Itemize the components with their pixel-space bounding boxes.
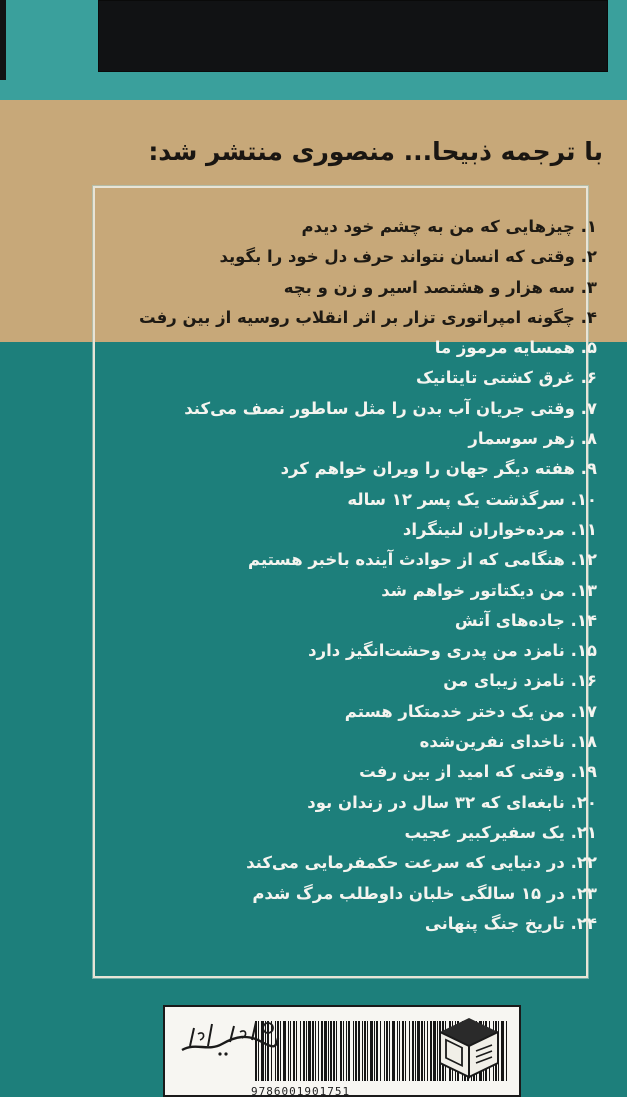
book-item: ۲۱. یک سفیرکبیر عجیب — [404, 822, 597, 842]
barcode-bar — [430, 1021, 432, 1081]
publisher-cube-icon — [436, 1015, 502, 1079]
barcode-bar — [353, 1021, 354, 1081]
book-item: ۱۴. جاده‌های آتش — [454, 610, 597, 630]
barcode-bar — [364, 1021, 366, 1081]
barcode-number: 9786001901751 — [251, 1085, 351, 1097]
barcode-bar — [336, 1021, 337, 1081]
barcode-bar — [402, 1021, 404, 1081]
barcode-bar — [374, 1021, 375, 1081]
barcode-bar — [312, 1021, 314, 1081]
barcode-bar — [283, 1021, 286, 1081]
barcode-bar — [315, 1021, 316, 1081]
book-item: ۲. وقتی که انسان نتواند حرف دل خود را بگوید — [219, 247, 597, 267]
barcode-bar — [293, 1021, 295, 1081]
book-item: ۱۲. هنگامی که از حوادث آینده باخبر هستیم — [248, 550, 597, 570]
barcode-bar — [290, 1021, 291, 1081]
barcode-bar — [386, 1021, 388, 1081]
barcode-bar — [308, 1021, 311, 1081]
barcode-bar — [355, 1021, 357, 1081]
barcode-bar — [392, 1021, 395, 1081]
barcode-bar — [399, 1021, 400, 1081]
barcode-bar — [421, 1021, 423, 1081]
book-item: ۹. هفته دیگر جهان را ویران خواهم کرد — [280, 459, 597, 479]
translator-heading: با ترجمه ذبیحا... منصوری منتشر شد: — [148, 137, 603, 166]
barcode-bar — [417, 1021, 420, 1081]
left-edge-strip — [0, 0, 6, 80]
book-item: ۱۸. ناخدای نفرین‌شده — [419, 732, 597, 752]
barcode-bar — [415, 1021, 416, 1081]
book-item: ۱۳. من دیکتاتور خواهم شد — [381, 580, 597, 600]
book-item: ۱۵. نامزد من پدری وحشت‌انگیز دارد — [308, 641, 597, 661]
barcode-bar — [328, 1021, 329, 1081]
barcode-bar — [330, 1021, 332, 1081]
book-item: ۱. چیزهایی که من به چشم خود دیدم — [301, 217, 597, 236]
book-list — [110, 212, 597, 939]
book-item: ۲۳. در ۱۵ سالگی خلبان داوطلب مرگ شدم — [252, 883, 597, 903]
barcode-bar — [409, 1021, 410, 1081]
barcode-bar — [346, 1021, 347, 1081]
book-item: ۵. همسایه مرموز ما — [434, 338, 597, 358]
book-item: ۴. چگونه امپراتوری تزار بر اثر انقلاب روسیه از بین رفت — [139, 307, 597, 327]
barcode-bar — [380, 1021, 381, 1081]
barcode-bar — [424, 1021, 425, 1081]
barcode-bar — [367, 1021, 368, 1081]
barcode-bar — [358, 1021, 360, 1081]
barcode-bar — [300, 1021, 301, 1081]
barcode-bar — [303, 1021, 305, 1081]
book-item: ۸. زهر سوسمار — [468, 429, 597, 449]
barcode-bar — [340, 1021, 342, 1081]
barcode-bar — [333, 1021, 335, 1081]
publisher-logo — [178, 1016, 282, 1060]
book-item: ۷. وقتی جریان آب بدن را مثل ساطور نصف می‌کند — [184, 398, 597, 418]
barcode-bar — [324, 1021, 327, 1081]
barcode-bar — [296, 1021, 297, 1081]
barcode-bar — [506, 1021, 507, 1081]
barcode-bar — [362, 1021, 363, 1081]
book-item: ۱۱. مرده‌خواران لنینگراد — [402, 519, 597, 539]
barcode-bar — [343, 1021, 344, 1081]
barcode-bar — [318, 1021, 319, 1081]
barcode-bar — [405, 1021, 406, 1081]
book-item: ۲۲. در دنیایی که سرعت حکمفرمایی می‌کند — [246, 853, 597, 873]
barcode-bar — [348, 1021, 350, 1081]
barcode-bar — [384, 1021, 385, 1081]
book-item: ۶. غرق کشتی تایتانیک — [415, 368, 597, 388]
barcode-bar — [389, 1021, 390, 1081]
book-item: ۱۶. نامزد زیبای من — [443, 671, 597, 691]
book-item: ۱۰. سرگذشت یک پسر ۱۲ ساله — [347, 489, 597, 509]
barcode-bar — [376, 1021, 378, 1081]
barcode-bar — [397, 1021, 398, 1081]
barcode-bar — [370, 1021, 373, 1081]
book-item: ۲۴. تاریخ جنگ پنهانی — [424, 913, 597, 933]
book-item: ۳. سه هزار و هشتصد اسیر و زن و بچه — [283, 277, 597, 297]
book-item: ۲۰. نابغه‌ای که ۳۲ سال در زندان بود — [307, 792, 597, 812]
barcode-bar — [321, 1021, 323, 1081]
book-item: ۱۹. وقتی که امید از بین رفت — [359, 762, 597, 782]
book-item: ۱۷. من یک دختر خدمتکار هستم — [344, 701, 597, 721]
barcode-bar — [427, 1021, 428, 1081]
barcode-bar — [412, 1021, 414, 1081]
barcode-bar — [288, 1021, 289, 1081]
barcode-bar — [306, 1021, 307, 1081]
top-dark-panel — [98, 0, 608, 72]
